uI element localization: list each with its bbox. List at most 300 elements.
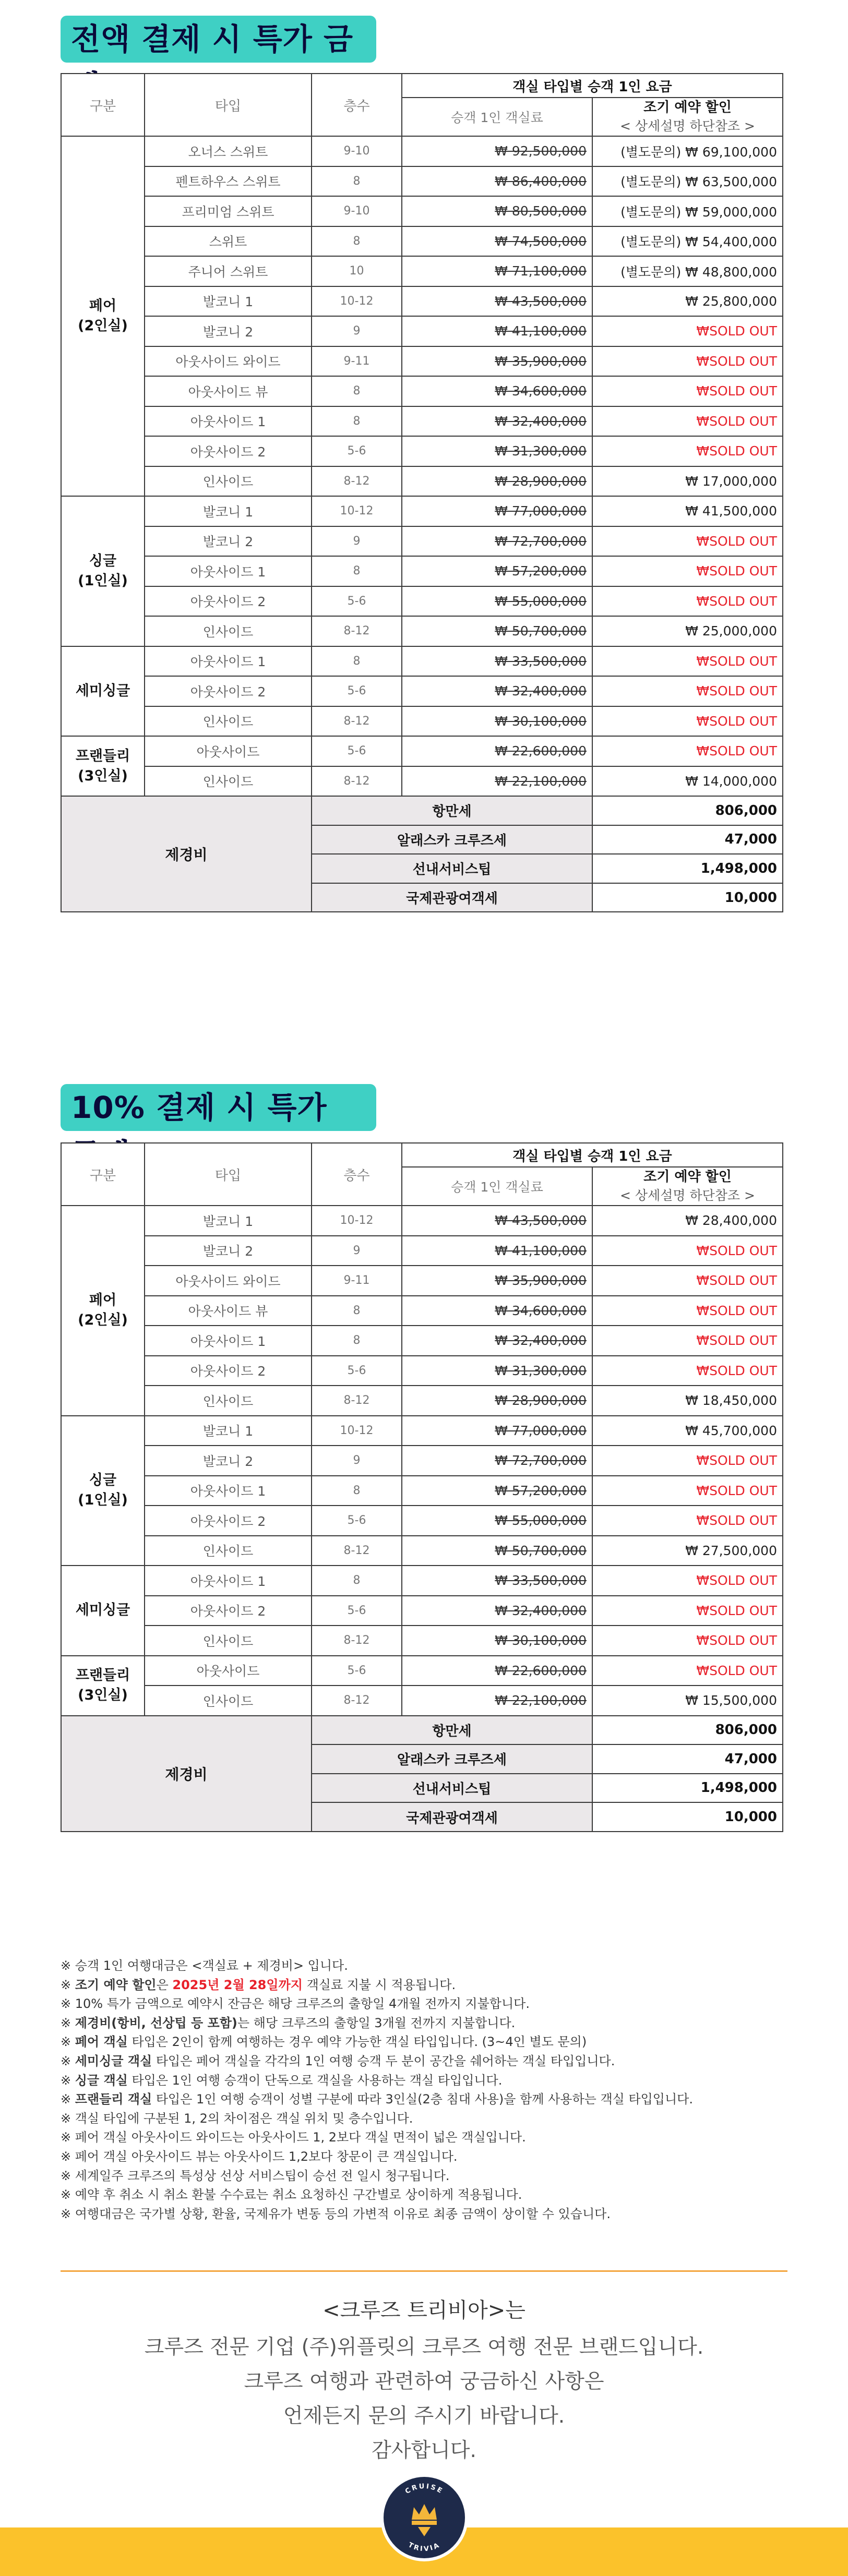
original-price: ₩ 34,600,000 — [402, 1296, 592, 1326]
cabin-type: 인사이드 — [145, 706, 312, 737]
table-row — [61, 286, 783, 317]
table-row — [61, 766, 783, 797]
note-segment: ※ 예약 후 취소 시 취소 환불 수수료는 취소 요청하신 구간별로 상이하게 적용됩니다. — [61, 2187, 522, 2202]
deck-floor: 9 — [312, 526, 402, 557]
deck-floor: 5-6 — [312, 736, 402, 766]
fee-value: 1,498,000 — [592, 1774, 783, 1803]
deck-floor: 8 — [312, 1296, 402, 1326]
cabin-type: 인사이드 — [145, 1626, 312, 1656]
early-booking-price: ₩ 27,500,000 — [592, 1536, 783, 1566]
intro-line: 크루즈 여행과 관련하여 궁금하신 사항은 — [244, 2370, 604, 2393]
deck-floor: 10-12 — [312, 496, 402, 526]
deck-floor: 8-12 — [312, 766, 402, 797]
table-row — [61, 376, 783, 406]
note-segment: 는 해당 크루즈의 출항일 3개월 전까지 지불합니다. — [237, 2015, 516, 2030]
fee-value: 47,000 — [592, 1744, 783, 1774]
early-booking-price: ₩ 14,000,000 — [592, 766, 783, 797]
header-early-booking — [592, 98, 783, 136]
deck-floor: 5-6 — [312, 1506, 402, 1536]
table-row — [61, 1356, 783, 1386]
table-row — [61, 1206, 783, 1236]
table-row — [61, 586, 783, 617]
group-label-text: 프랜들리 (3인실) — [75, 748, 130, 784]
sold-out-price: ₩SOLD OUT — [592, 1356, 783, 1386]
group-label-text: 싱글 (1인실) — [78, 1472, 128, 1509]
cabin-type: 아웃사이드 1 — [145, 556, 312, 586]
original-price: ₩ 32,400,000 — [402, 676, 592, 706]
fee-name: 국제관광여객세 — [312, 883, 592, 912]
header-type: 타입 — [145, 74, 312, 136]
original-price: ₩ 92,500,000 — [402, 136, 592, 166]
note-line — [61, 2185, 786, 2205]
cabin-type: 아웃사이드 — [145, 736, 312, 766]
table-row — [61, 526, 783, 557]
sold-out-price: ₩SOLD OUT — [592, 706, 783, 737]
cabin-type: 인사이드 — [145, 466, 312, 497]
deck-floor: 8-12 — [312, 616, 402, 646]
original-price: ₩ 32,400,000 — [402, 406, 592, 437]
note-segment: 페어 객실 — [75, 2035, 128, 2050]
cabin-type: 아웃사이드 2 — [145, 436, 312, 466]
table-row — [61, 1326, 783, 1356]
table-row — [61, 316, 783, 346]
original-price: ₩ 55,000,000 — [402, 586, 592, 617]
original-price: ₩ 77,000,000 — [402, 496, 592, 526]
sold-out-price: ₩SOLD OUT — [592, 1626, 783, 1656]
cabin-type: 인사이드 — [145, 616, 312, 646]
table-row — [61, 1446, 783, 1476]
sold-out-price: ₩SOLD OUT — [592, 406, 783, 437]
cabin-type: 발코니 1 — [145, 1206, 312, 1236]
table-row — [61, 406, 783, 437]
deck-floor: 9 — [312, 316, 402, 346]
intro-title: <크루즈 트리비아>는 — [323, 2298, 525, 2322]
note-segment: 객실료 지불 시 적용됩니다. — [302, 1977, 456, 1992]
group-label-text: 프랜들리 (3인실) — [75, 1667, 130, 1703]
note-segment: 타입은 2인이 함께 여행하는 경우 예약 가능한 객실 타입입니다. (3~4인 별도 문의) — [127, 2035, 587, 2050]
note-segment: 타입은 1인 여행 승객이 단독으로 객실을 사용하는 객실 타입입니다. — [127, 2073, 503, 2088]
early-booking-price: (별도문의) ₩ 54,400,000 — [592, 226, 783, 257]
sold-out-price: ₩SOLD OUT — [592, 1596, 783, 1626]
fees-label: 제경비 — [61, 1716, 312, 1832]
header-early-note: < 상세설명 하단참조 > — [620, 1188, 755, 1203]
early-booking-price: ₩ 28,400,000 — [592, 1206, 783, 1236]
deck-floor: 5-6 — [312, 1356, 402, 1386]
note-segment: 조기 예약 할인 — [75, 1977, 157, 1992]
table-row — [61, 1566, 783, 1596]
note-segment: ※ 객실 타입에 구분된 1, 2의 차이점은 객실 위치 및 층수입니다. — [61, 2111, 413, 2126]
note-line — [61, 2071, 786, 2090]
table-row — [61, 736, 783, 766]
table-row — [61, 1416, 783, 1446]
fee-name: 항만세 — [312, 796, 592, 825]
note-line — [61, 2166, 786, 2186]
early-booking-price: (별도문의) ₩ 69,100,000 — [592, 136, 783, 166]
original-price: ₩ 80,500,000 — [402, 196, 592, 226]
early-booking-price: (별도문의) ₩ 63,500,000 — [592, 166, 783, 197]
table-row — [61, 676, 783, 706]
original-price: ₩ 71,100,000 — [402, 256, 592, 286]
deck-floor: 9-11 — [312, 346, 402, 377]
table-row — [61, 136, 783, 166]
note-segment: ※ — [61, 2073, 75, 2088]
group-label — [61, 136, 145, 496]
cabin-type: 오너스 스위트 — [145, 136, 312, 166]
table-row — [61, 556, 783, 586]
table-row — [61, 1626, 783, 1656]
early-booking-price: ₩ 17,000,000 — [592, 466, 783, 497]
header-floor: 층수 — [312, 1143, 402, 1206]
group-label-text: 페어 (2인실) — [78, 298, 128, 334]
table-row — [61, 1656, 783, 1686]
group-label — [61, 646, 145, 737]
original-price: ₩ 30,100,000 — [402, 1626, 592, 1656]
sold-out-price: ₩SOLD OUT — [592, 676, 783, 706]
cabin-type: 발코니 1 — [145, 286, 312, 317]
table-row — [61, 466, 783, 497]
header-floor: 층수 — [312, 74, 402, 136]
sold-out-price: ₩SOLD OUT — [592, 736, 783, 766]
cabin-type: 발코니 2 — [145, 1236, 312, 1266]
original-price: ₩ 55,000,000 — [402, 1506, 592, 1536]
table-row — [61, 226, 783, 257]
header-early-title: 조기 예약 할인 — [643, 100, 732, 115]
original-price: ₩ 57,200,000 — [402, 1476, 592, 1506]
table-row — [61, 1476, 783, 1506]
sold-out-price: ₩SOLD OUT — [592, 1476, 783, 1506]
note-segment: 은 — [156, 1977, 173, 1992]
fee-name: 항만세 — [312, 1716, 592, 1745]
table-row — [61, 256, 783, 286]
deck-floor: 8 — [312, 646, 402, 677]
sold-out-price: ₩SOLD OUT — [592, 646, 783, 677]
sold-out-price: ₩SOLD OUT — [592, 586, 783, 617]
deck-floor: 8 — [312, 166, 402, 197]
sold-out-price: ₩SOLD OUT — [592, 556, 783, 586]
cabin-type: 발코니 1 — [145, 1416, 312, 1446]
deck-floor: 8-12 — [312, 706, 402, 737]
note-segment: 세미싱글 객실 — [75, 2053, 152, 2068]
original-price: ₩ 43,500,000 — [402, 286, 592, 317]
deck-floor: 8 — [312, 226, 402, 257]
note-segment: 싱글 객실 — [75, 2073, 128, 2088]
note-segment: 타입은 페어 객실을 각각의 1인 여행 승객 두 분이 공간을 쉐어하는 객실 타입입니다. — [152, 2053, 615, 2068]
original-price: ₩ 41,100,000 — [402, 316, 592, 346]
header-early-title: 조기 예약 할인 — [643, 1169, 732, 1185]
note-line — [61, 2147, 786, 2166]
fee-name: 알래스카 크루즈세 — [312, 1744, 592, 1774]
intro-line: 언제든지 문의 주시기 바랍니다. — [283, 2404, 565, 2428]
original-price: ₩ 35,900,000 — [402, 346, 592, 377]
sold-out-price: ₩SOLD OUT — [592, 436, 783, 466]
table-row — [61, 196, 783, 226]
early-booking-price: (별도문의) ₩ 59,000,000 — [592, 196, 783, 226]
original-price: ₩ 22,100,000 — [402, 1686, 592, 1716]
divider — [61, 2270, 787, 2272]
note-segment: ※ — [61, 2092, 75, 2107]
early-booking-price: ₩ 41,500,000 — [592, 496, 783, 526]
deck-floor: 9-10 — [312, 136, 402, 166]
early-booking-price: ₩ 25,800,000 — [592, 286, 783, 317]
logo-top-text: CRUISE — [404, 2482, 445, 2496]
sold-out-price: ₩SOLD OUT — [592, 1236, 783, 1266]
table-row — [61, 646, 783, 677]
note-line — [61, 2090, 786, 2109]
deck-floor: 8-12 — [312, 1626, 402, 1656]
fee-name: 선내서비스팁 — [312, 1774, 592, 1803]
sold-out-price: ₩SOLD OUT — [592, 1566, 783, 1596]
original-price: ₩ 86,400,000 — [402, 166, 592, 197]
header-type: 타입 — [145, 1143, 312, 1206]
sold-out-price: ₩SOLD OUT — [592, 316, 783, 346]
header-category: 구분 — [61, 74, 145, 136]
cabin-type: 아웃사이드 1 — [145, 646, 312, 677]
note-line — [61, 1956, 786, 1976]
group-label-text: 페어 (2인실) — [78, 1292, 128, 1329]
sold-out-price: ₩SOLD OUT — [592, 376, 783, 406]
logo-bottom-text: TRIVIA — [407, 2541, 442, 2554]
cabin-type: 발코니 2 — [145, 316, 312, 346]
original-price: ₩ 72,700,000 — [402, 526, 592, 557]
intro-line: 크루즈 전문 기업 (주)위플릿의 크루즈 여행 전문 브랜드입니다. — [144, 2336, 704, 2359]
deck-floor: 10-12 — [312, 1416, 402, 1446]
original-price: ₩ 28,900,000 — [402, 1386, 592, 1416]
group-label-text: 싱글 (1인실) — [78, 552, 128, 589]
deck-floor: 9-11 — [312, 1266, 402, 1296]
group-label — [61, 1206, 145, 1416]
table-row — [61, 706, 783, 737]
original-price: ₩ 32,400,000 — [402, 1596, 592, 1626]
original-price: ₩ 22,600,000 — [402, 1656, 592, 1686]
original-price: ₩ 50,700,000 — [402, 1536, 592, 1566]
fees-label: 제경비 — [61, 796, 312, 912]
deck-floor: 8 — [312, 1476, 402, 1506]
group-label — [61, 1656, 145, 1716]
note-segment: ※ 10% 특가 금액으로 예약시 잔금은 해당 크루즈의 출항일 4개월 전까지 지불합니다. — [61, 1996, 530, 2012]
deck-floor: 5-6 — [312, 1596, 402, 1626]
table-row — [61, 1266, 783, 1296]
header-early-booking — [592, 1167, 783, 1206]
note-line — [61, 2109, 786, 2128]
note-segment: ※ — [61, 2015, 75, 2030]
cabin-type: 스위트 — [145, 226, 312, 257]
original-price: ₩ 72,700,000 — [402, 1446, 592, 1476]
table-row — [61, 1296, 783, 1326]
section-title-ten-percent: 10% 결제 시 특가 — [61, 1084, 376, 1131]
original-price: ₩ 77,000,000 — [402, 1416, 592, 1446]
group-label-text: 세미싱글 — [75, 1602, 130, 1619]
fee-value: 47,000 — [592, 825, 783, 854]
deck-floor: 10 — [312, 256, 402, 286]
deck-floor: 8-12 — [312, 1686, 402, 1716]
group-label — [61, 496, 145, 646]
note-segment: 제경비(항비, 선상팁 등 포함) — [75, 2015, 237, 2030]
cabin-type: 아웃사이드 2 — [145, 1356, 312, 1386]
note-line — [61, 2205, 786, 2224]
original-price: ₩ 22,100,000 — [402, 766, 592, 797]
note-line — [61, 2052, 786, 2071]
cabin-type: 발코니 2 — [145, 526, 312, 557]
note-segment: ※ 세계일주 크루즈의 특성상 선상 서비스팁이 승선 전 일시 청구됩니다. — [61, 2168, 450, 2183]
cabin-type: 아웃사이드 — [145, 1656, 312, 1686]
sold-out-price: ₩SOLD OUT — [592, 526, 783, 557]
original-price: ₩ 35,900,000 — [402, 1266, 592, 1296]
note-line — [61, 2014, 786, 2033]
header-per-person: 승객 1인 객실료 — [402, 98, 592, 136]
header-per-person: 승객 1인 객실료 — [402, 1167, 592, 1206]
early-booking-price: ₩ 18,450,000 — [592, 1386, 783, 1416]
note-segment: 2025년 2월 28일까지 — [172, 1977, 303, 1992]
table-row — [61, 616, 783, 646]
header-early-note: < 상세설명 하단참조 > — [620, 118, 755, 134]
sold-out-price: ₩SOLD OUT — [592, 1266, 783, 1296]
deck-floor: 8-12 — [312, 1386, 402, 1416]
fee-name: 국제관광여객세 — [312, 1802, 592, 1832]
deck-floor: 8 — [312, 1566, 402, 1596]
early-booking-price: ₩ 45,700,000 — [592, 1416, 783, 1446]
deck-floor: 8-12 — [312, 1536, 402, 1566]
fee-row — [61, 796, 783, 825]
note-segment: ※ 페어 객실 아웃사이드 와이드는 아웃사이드 1, 2보다 객실 면적이 넓은 객실입니다. — [61, 2130, 526, 2145]
cruise-trivia-logo — [379, 2473, 469, 2562]
table-row — [61, 1686, 783, 1716]
table-row — [61, 496, 783, 526]
sold-out-price: ₩SOLD OUT — [592, 1296, 783, 1326]
cabin-type: 인사이드 — [145, 1686, 312, 1716]
group-label-text: 세미싱글 — [75, 682, 130, 699]
cabin-type: 아웃사이드 1 — [145, 1326, 312, 1356]
original-price: ₩ 28,900,000 — [402, 466, 592, 497]
sold-out-price: ₩SOLD OUT — [592, 1506, 783, 1536]
fee-value: 806,000 — [592, 796, 783, 825]
fee-name: 선내서비스팁 — [312, 854, 592, 883]
original-price: ₩ 33,500,000 — [402, 1566, 592, 1596]
sold-out-price: ₩SOLD OUT — [592, 1656, 783, 1686]
cabin-type: 아웃사이드 1 — [145, 406, 312, 437]
cabin-type: 프리미엄 스위트 — [145, 196, 312, 226]
note-line — [61, 1976, 786, 1995]
note-segment: ※ 페어 객실 아웃사이드 뷰는 아웃사이드 1,2보다 창문이 큰 객실입니다. — [61, 2149, 458, 2164]
deck-floor: 5-6 — [312, 676, 402, 706]
note-segment: ※ — [61, 2053, 75, 2068]
cabin-type: 인사이드 — [145, 1386, 312, 1416]
note-line — [61, 1994, 786, 2014]
original-price: ₩ 34,600,000 — [402, 376, 592, 406]
original-price: ₩ 31,300,000 — [402, 1356, 592, 1386]
sold-out-price: ₩SOLD OUT — [592, 1446, 783, 1476]
fee-value: 10,000 — [592, 1802, 783, 1832]
early-booking-price: ₩ 15,500,000 — [592, 1686, 783, 1716]
fee-name: 알래스카 크루즈세 — [312, 825, 592, 854]
deck-floor: 10-12 — [312, 1206, 402, 1236]
cabin-type: 아웃사이드 2 — [145, 586, 312, 617]
original-price: ₩ 57,200,000 — [402, 556, 592, 586]
cabin-type: 아웃사이드 2 — [145, 1596, 312, 1626]
group-label — [61, 736, 145, 796]
table-row — [61, 1596, 783, 1626]
table-row — [61, 1386, 783, 1416]
table-row — [61, 1506, 783, 1536]
cabin-type: 발코니 2 — [145, 1446, 312, 1476]
cabin-type: 인사이드 — [145, 766, 312, 797]
deck-floor: 9 — [312, 1236, 402, 1266]
deck-floor: 9-10 — [312, 196, 402, 226]
table-row — [61, 436, 783, 466]
fee-value: 806,000 — [592, 1716, 783, 1745]
notes-section — [61, 1956, 786, 2223]
cabin-type: 발코니 1 — [145, 496, 312, 526]
cabin-type: 아웃사이드 2 — [145, 676, 312, 706]
header-rate-title: 객실 타입별 승객 1인 요금 — [402, 74, 783, 98]
deck-floor: 8-12 — [312, 466, 402, 497]
note-segment: ※ — [61, 2035, 75, 2050]
deck-floor: 8 — [312, 1326, 402, 1356]
sold-out-price: ₩SOLD OUT — [592, 346, 783, 377]
deck-floor: 8 — [312, 376, 402, 406]
original-price: ₩ 43,500,000 — [402, 1206, 592, 1236]
deck-floor: 8 — [312, 406, 402, 437]
cabin-type: 주니어 스위트 — [145, 256, 312, 286]
sold-out-price: ₩SOLD OUT — [592, 1326, 783, 1356]
deck-floor: 10-12 — [312, 286, 402, 317]
table-row — [61, 1536, 783, 1566]
note-line — [61, 2032, 786, 2052]
early-booking-price: (별도문의) ₩ 48,800,000 — [592, 256, 783, 286]
cabin-type: 아웃사이드 와이드 — [145, 346, 312, 377]
deck-floor: 5-6 — [312, 436, 402, 466]
cabin-type: 아웃사이드 뷰 — [145, 1296, 312, 1326]
original-price: ₩ 41,100,000 — [402, 1236, 592, 1266]
original-price: ₩ 30,100,000 — [402, 706, 592, 737]
note-segment: ※ — [61, 1977, 75, 1992]
deck-floor: 5-6 — [312, 586, 402, 617]
price-table-full-payment — [61, 73, 783, 912]
deck-floor: 8 — [312, 556, 402, 586]
header-category: 구분 — [61, 1143, 145, 1206]
original-price: ₩ 22,600,000 — [402, 736, 592, 766]
original-price: ₩ 50,700,000 — [402, 616, 592, 646]
cabin-type: 아웃사이드 1 — [145, 1476, 312, 1506]
deck-floor: 9 — [312, 1446, 402, 1476]
cabin-type: 아웃사이드 2 — [145, 1506, 312, 1536]
note-line — [61, 2128, 786, 2147]
price-table-ten-percent — [61, 1142, 783, 1832]
table-row — [61, 346, 783, 377]
group-label — [61, 1566, 145, 1656]
header-rate-title: 객실 타입별 승객 1인 요금 — [402, 1143, 783, 1167]
section-title-full-payment: 전액 결제 시 특가 금 — [61, 16, 376, 63]
note-segment: 프랜들리 객실 — [75, 2092, 152, 2107]
note-segment: ※ 여행대금은 국가별 상황, 환율, 국제유가 변동 등의 가변적 이유로 최종 금액이 상이할 수 있습니다. — [61, 2206, 611, 2221]
original-price: ₩ 74,500,000 — [402, 226, 592, 257]
note-segment: 타입은 1인 여행 승객이 성별 구분에 따라 3인실(2층 침대 사용)을 함께 사용하는 객실 타입입니다. — [152, 2092, 693, 2107]
original-price: ₩ 32,400,000 — [402, 1326, 592, 1356]
cabin-type: 인사이드 — [145, 1536, 312, 1566]
deck-floor: 5-6 — [312, 1656, 402, 1686]
intro-line: 감사합니다. — [372, 2439, 476, 2462]
table-row — [61, 1236, 783, 1266]
cabin-type: 아웃사이드 1 — [145, 1566, 312, 1596]
original-price: ₩ 31,300,000 — [402, 436, 592, 466]
fee-value: 10,000 — [592, 883, 783, 912]
fee-row — [61, 1716, 783, 1745]
group-label — [61, 1416, 145, 1566]
cabin-type: 아웃사이드 와이드 — [145, 1266, 312, 1296]
cabin-type: 아웃사이드 뷰 — [145, 376, 312, 406]
note-segment: ※ 승객 1인 여행대금은 <객실료 + 제경비> 입니다. — [61, 1958, 348, 1973]
early-booking-price: ₩ 25,000,000 — [592, 616, 783, 646]
fee-value: 1,498,000 — [592, 854, 783, 883]
